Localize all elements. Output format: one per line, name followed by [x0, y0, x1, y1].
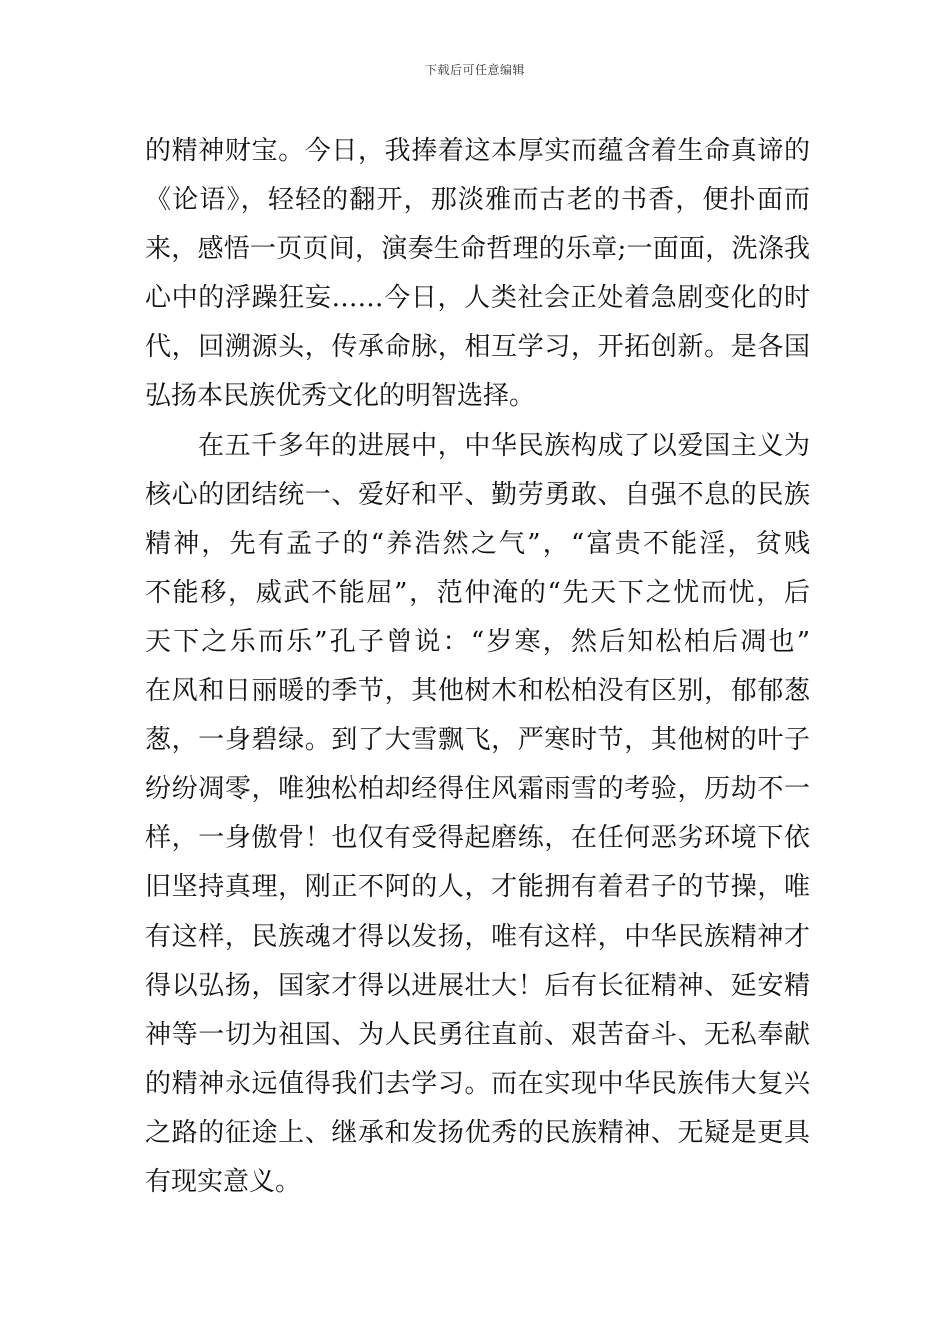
text-line: 在五千多年的进展中，中华民族构成了以爱国主义为 — [198, 430, 810, 461]
text-line: 精神，先有孟子的“养浩然之气”，“富贵不能淫，贫贱 — [145, 528, 810, 559]
text-line: 《论语》，轻轻的翻开，那淡雅而古老的书香，便扑面而 — [145, 185, 810, 216]
text-line: 核心的团结统一、爱好和平、勤劳勇敢、自强不息的民族 — [145, 479, 810, 510]
text-line: 有这样，民族魂才得以发扬，唯有这样，中华民族精神才 — [145, 921, 810, 952]
text-line: 心中的浮躁狂妄……今日，人类社会正处着急剧变化的时 — [145, 283, 810, 314]
text-line: 代，回溯源头，传承命脉，相互学习，开拓创新。是各国 — [145, 332, 810, 363]
text-line: 的精神财宝。今日，我捧着这本厚实而蕴含着生命真谛的 — [145, 136, 810, 166]
text-line: 得以弘扬，国家才得以进展壮大！后有长征精神、延安精 — [145, 970, 810, 1001]
text-line: 旧坚持真理，刚正不阿的人，才能拥有着君子的节操，唯 — [145, 872, 810, 903]
text-line: 在风和日丽暖的季节，其他树木和松柏没有区别，郁郁葱 — [145, 676, 810, 707]
text-line: 有现实意义。 — [145, 1166, 302, 1197]
text-line: 样，一身傲骨！也仅有受得起磨练，在任何恶劣环境下依 — [145, 823, 810, 854]
body-text — [145, 127, 810, 1207]
paragraph-2 — [145, 422, 810, 1208]
text-line: 纷纷凋零，唯独松柏却经得住风霜雨雪的考验，历劫不一 — [145, 774, 810, 805]
text-line: 葱，一身碧绿。到了大雪飘飞，严寒时节，其他树的叶子 — [145, 725, 810, 756]
text-line: 的精神永远值得我们去学习。而在实现中华民族伟大复兴 — [145, 1068, 810, 1099]
text-line: 神等一切为祖国、为人民勇往直前、艰苦奋斗、无私奉献 — [145, 1019, 810, 1050]
text-line: 不能移，威武不能屈”，范仲淹的“先天下之忧而忧，后 — [145, 577, 810, 608]
text-line: 来，感悟一页页间，演奏生命哲理的乐章;一面面，洗涤我 — [145, 234, 810, 265]
text-line: 天下之乐而乐”孔子曾说：“岁寒，然后知松柏后凋也” — [145, 626, 810, 657]
paragraph-1 — [145, 127, 810, 422]
text-line: 弘扬本民族优秀文化的明智选择。 — [145, 381, 536, 412]
text-line: 之路的征途上、继承和发扬优秀的民族精神、无疑是更具 — [145, 1117, 810, 1148]
page-header: 下载后可任意编辑 — [424, 63, 525, 77]
